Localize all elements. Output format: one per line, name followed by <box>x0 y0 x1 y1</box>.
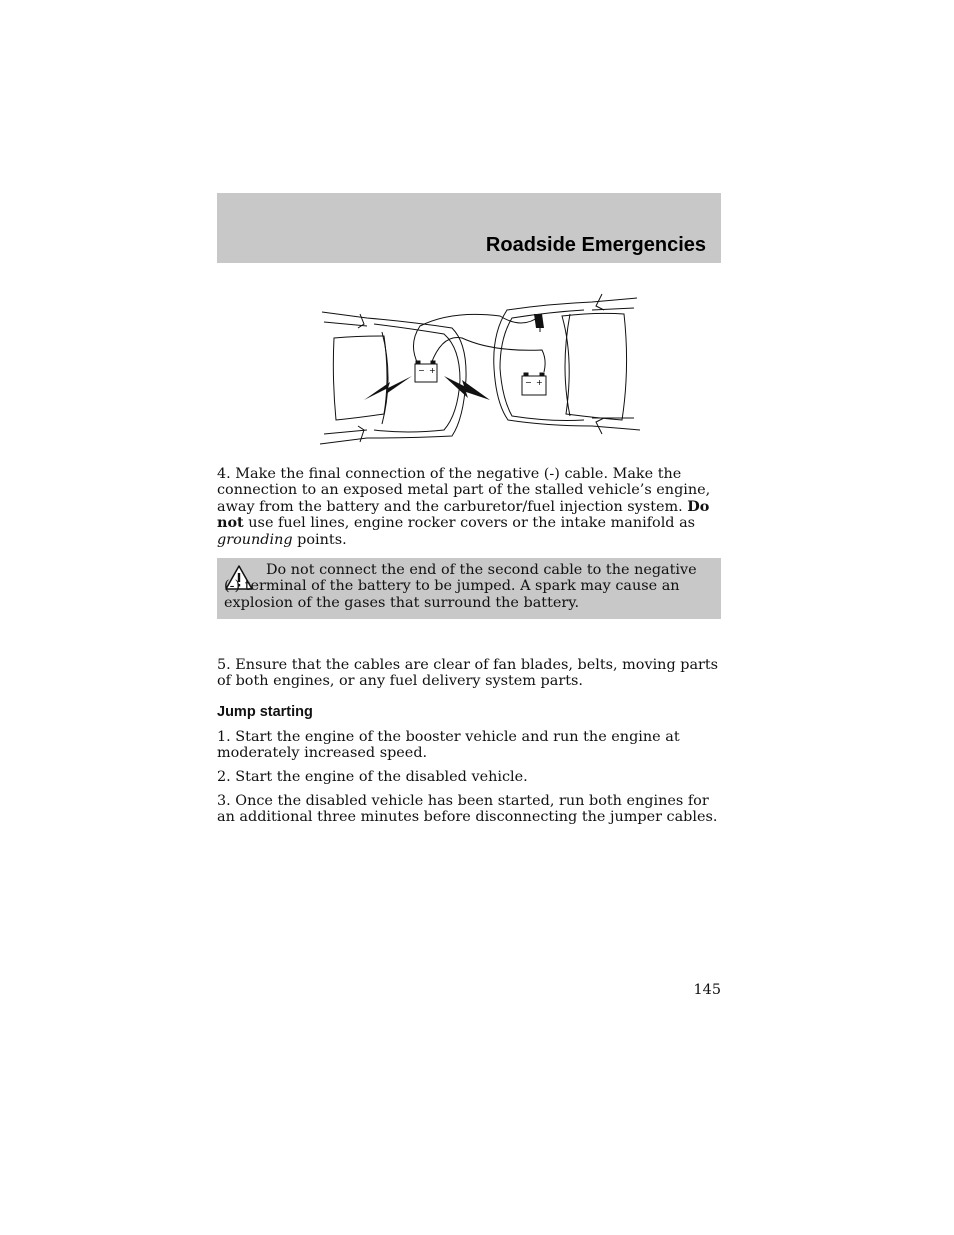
jump-step-3: 3. Once the disabled vehicle has been started, run both engines for an additional three minutes before disconnecting the jumper cables. <box>217 793 718 826</box>
spark-bolt-right-icon <box>444 376 490 400</box>
jumper-cable <box>413 314 540 364</box>
battery-right-neg-label: − <box>525 378 532 387</box>
do-not-emphasis: Do not <box>217 497 710 532</box>
jump-starting-heading: Jump starting <box>217 704 313 720</box>
step-4-paragraph: 4. Make the final connection of the negative (-) cable. Make the connection to an exposed metal part of the stalled vehicle’s engine, away from the battery and the carburetor/fuel injection system. Do not use fuel lines, engine rocker covers or the intake manifold as grounding points. <box>217 466 711 548</box>
battery-left-pos-label: + <box>429 366 436 375</box>
section-title: Roadside Emergencies <box>485 234 706 256</box>
section-header-band <box>217 193 721 263</box>
jump-step-2: 2. Start the engine of the disabled vehicle. <box>217 769 528 785</box>
cable-clamp-icon <box>534 314 544 328</box>
step-5-paragraph: 5. Ensure that the cables are clear of fan blades, belts, moving parts of both engines, or any fuel delivery system parts. <box>217 657 719 690</box>
warning-text: Do not connect the end of the second cable to the negative (-) terminal of the battery to be jumped. A spark may cause an explosion of the gases that surround the battery. <box>224 562 697 611</box>
battery-right-pos-label: + <box>536 378 543 387</box>
left-car-outline <box>320 312 466 444</box>
jump-step-1: 1. Start the engine of the booster vehicle and run the engine at moderately increased speed. <box>217 729 680 762</box>
page-number: 145 <box>693 982 721 998</box>
grounding-term: grounding <box>217 531 293 548</box>
battery-left-neg-label: − <box>418 366 425 375</box>
warning-box <box>217 558 721 619</box>
jumper-cable <box>431 338 545 372</box>
jump-start-cars-illustration <box>312 288 647 450</box>
